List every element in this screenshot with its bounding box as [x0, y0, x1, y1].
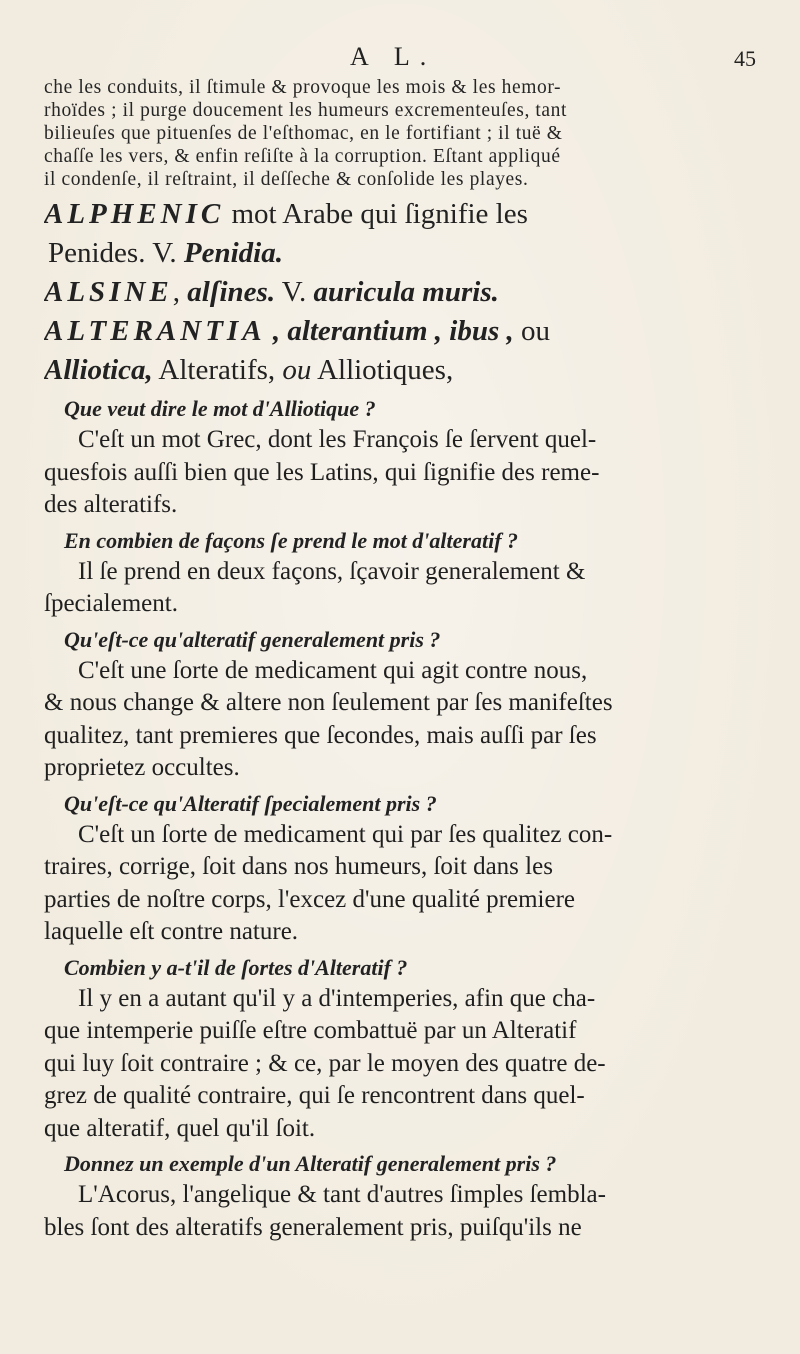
entry-text: Penides. V.	[48, 237, 184, 269]
text-line: che les conduits, il ſtimule & provoque les mois & les hemor-	[44, 77, 562, 98]
page-content	[44, 76, 764, 1244]
entry-latin-form: alſines.	[187, 276, 276, 308]
section-question: Donnez un exemple d'un Alteratif generalement pris ?	[64, 1151, 557, 1176]
cross-reference: Penidia.	[183, 237, 283, 269]
text-line: rhoïdes ; il purge doucement les humeurs excrementeuſes, tant	[44, 100, 568, 121]
page-header	[0, 42, 800, 72]
qa-section	[44, 625, 764, 785]
entry-text: V.	[275, 276, 314, 308]
text-line: des alteratifs.	[44, 491, 178, 518]
text-line: grez de qualité contraire, qui ſe rencontrent dans quel-	[44, 1082, 585, 1109]
entry-line	[44, 273, 764, 312]
entry-latin-form: Alliotica,	[44, 354, 153, 386]
entry-text: ou	[513, 315, 550, 347]
intro-paragraph	[44, 76, 764, 191]
text-line: laquelle eſt contre nature.	[44, 918, 299, 945]
entry-separator: ,	[172, 276, 188, 308]
qa-section	[44, 394, 764, 522]
text-line: bilieuſes que pituenſes de l'eſthomac, en le fortifiant ; il tuë &	[44, 123, 563, 144]
entry-headword: ALPHENIC	[44, 198, 225, 230]
section-question: En combien de façons ſe prend le mot d'alteratif ?	[64, 527, 519, 553]
text-line: proprietez occultes.	[44, 754, 240, 781]
text-line: C'eſt un mot Grec, dont les François ſe ſervent quel-	[78, 426, 597, 453]
text-line: ſpecialement.	[44, 590, 178, 617]
entry-line	[44, 234, 764, 273]
entry-line	[44, 312, 764, 351]
text-line: que intemperie puiſſe eſtre combattuë par un Alteratif	[44, 1017, 577, 1044]
page-number: 45	[734, 46, 756, 71]
running-head: A L.	[350, 42, 437, 71]
text-line: qualitez, tant premieres que ſecondes, mais auſſi par ſes	[44, 721, 597, 749]
qa-section	[44, 953, 764, 1146]
text-line: traires, corrige, ſoit dans nos humeurs, ſoit dans les	[44, 853, 553, 880]
entry-headword: ALSINE	[44, 276, 173, 308]
text-line: qui luy ſoit contraire ; & ce, par le moyen des quatre de-	[44, 1049, 606, 1077]
text-line: chaſſe les vers, & enfin reſiſte à la corruption. Eſtant appliqué	[44, 146, 561, 167]
entry-text: mot Arabe qui ſignifie les	[224, 198, 528, 230]
entry-alphenic	[44, 195, 764, 273]
text-line: quesfois auſſi bien que les Latins, qui ſignifie des reme-	[44, 458, 600, 486]
qa-section	[44, 526, 764, 621]
text-line: Il y en a autant qu'il y a d'intemperies, afin que cha-	[78, 984, 596, 1012]
entry-text: Alteratifs,	[152, 354, 283, 386]
text-line: bles ſont des alteratifs generalement pris, puiſqu'ils ne	[44, 1213, 582, 1241]
text-line: il condenſe, il reſtraint, il deſſeche & conſolide les playes.	[44, 169, 529, 190]
text-line: C'eſt une ſorte de medicament qui agit contre nous,	[78, 656, 588, 684]
section-question: Que veut dire le mot d'Alliotique ?	[64, 396, 376, 421]
section-question: Combien y a-t'il de ſortes d'Alteratif ?	[64, 954, 408, 980]
text-line: & nous change & altere non ſeulement par ſes manifeſtes	[44, 689, 613, 716]
cross-reference: auricula muris.	[313, 276, 499, 308]
section-question: Qu'eſt-ce qu'Alteratif ſpecialement pris ?	[64, 790, 437, 816]
entry-text: ou	[282, 354, 312, 386]
section-question: Qu'eſt-ce qu'alteratif generalement pris ?	[64, 626, 441, 652]
entry-text: Alliotiques,	[311, 354, 454, 386]
text-line: parties de noſtre corps, l'excez d'une qualité premiere	[44, 885, 575, 913]
qa-section	[44, 1149, 764, 1244]
text-line: C'eſt un ſorte de medicament qui par ſes qualitez con-	[78, 820, 613, 848]
entry-alsine	[44, 273, 764, 312]
entry-line	[44, 195, 764, 234]
text-line: Il ſe prend en deux façons, ſçavoir generalement &	[78, 557, 586, 585]
text-line: L'Acorus, l'angelique & tant d'autres ſimples ſembla-	[78, 1181, 606, 1208]
text-line: que alteratif, quel qu'il ſoit.	[44, 1114, 316, 1142]
entry-headword: ALTERANTIA	[44, 315, 266, 347]
qa-section	[44, 789, 764, 949]
entry-alterantia	[44, 312, 764, 390]
entry-line	[44, 351, 764, 390]
entry-latin-form: , alterantium , ibus ,	[265, 315, 514, 347]
